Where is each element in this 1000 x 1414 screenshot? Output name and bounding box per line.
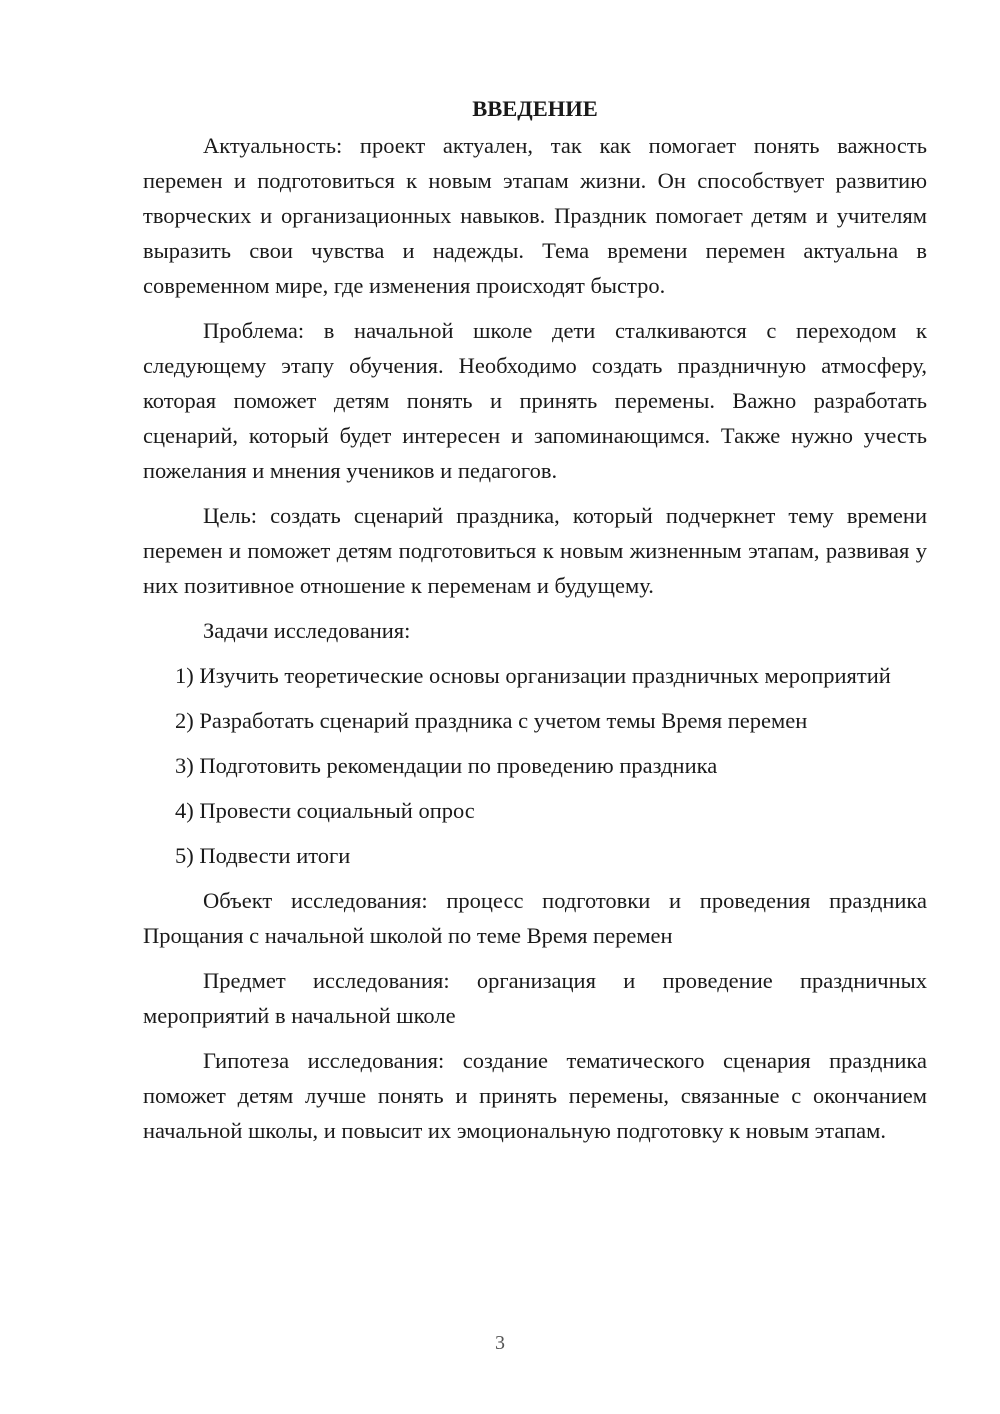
paragraph-problem: Проблема: в начальной школе дети сталкиваются с переходом к следующему этапу обучения. Необходимо создать праздничную атмосферу, которая поможет детям понять и принять перемены. Важно разработать сценарий, который будет интересен и запоминающимся. Также нужно учесть пожелания и мнения учеников и педагогов. <box>143 318 927 483</box>
section-heading: ВВЕДЕНИЕ <box>472 96 598 121</box>
task-item-1: 1) Изучить теоретические основы организации праздничных мероприятий <box>175 663 891 688</box>
paragraph-relevance: Актуальность: проект актуален, так как помогает понять важность перемен и подготовиться к новым этапам жизни. Он способствует развитию творческих и организационных навыков. Праздник помогает детям и учителям выразить свои чувства и надежды. Тема времени перемен актуальна в современном мире, где изменения происходят быстро. <box>143 133 927 298</box>
task-item-3: 3) Подготовить рекомендации по проведению праздника <box>175 753 718 778</box>
tasks-label: Задачи исследования: <box>203 618 411 643</box>
page-number: 3 <box>495 1332 505 1354</box>
document-page <box>143 92 927 1158</box>
paragraph-hypothesis: Гипотеза исследования: создание тематического сценария праздника поможет детям лучше понять и принять перемены, связанные с окончанием начальной школы, и повысит их эмоциональную подготовку к новым этапам. <box>143 1048 927 1143</box>
task-item-5: 5) Подвести итоги <box>175 843 351 868</box>
paragraph-object: Объект исследования: процесс подготовки и проведения праздника Прощания с начальной школой по теме Время перемен <box>143 888 927 948</box>
paragraph-goal: Цель: создать сценарий праздника, который подчеркнет тему времени перемен и поможет детям подготовиться к новым жизненным этапам, развивая у них позитивное отношение к переменам и будущему. <box>143 503 927 598</box>
task-item-2: 2) Разработать сценарий праздника с учетом темы Время перемен <box>175 708 808 733</box>
paragraph-subject: Предмет исследования: организация и проведение праздничных мероприятий в начальной школе <box>143 968 927 1028</box>
task-item-4: 4) Провести социальный опрос <box>175 798 475 823</box>
